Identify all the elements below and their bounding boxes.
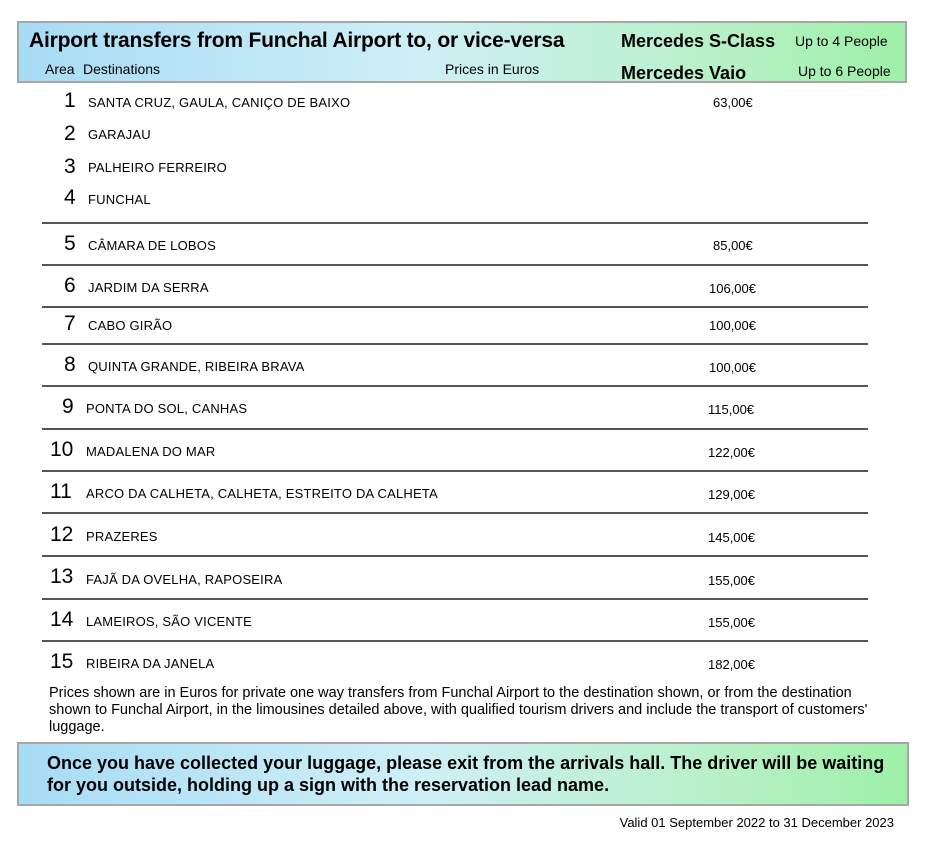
- column-header-prices: Prices in Euros: [445, 61, 540, 77]
- area-number: 3: [64, 155, 76, 178]
- vehicle-1-name: Mercedes S-Class: [621, 31, 776, 51]
- price-value: 129,00€: [708, 487, 755, 502]
- area-number: 1: [64, 89, 76, 112]
- destination-name: PALHEIRO FERREIRO: [88, 160, 227, 175]
- area-number: 15: [50, 650, 74, 673]
- area-number: 7: [64, 312, 76, 335]
- pickup-instructions-banner: [17, 742, 909, 806]
- price-value: 122,00€: [708, 445, 755, 460]
- price-value: 115,00€: [708, 402, 755, 417]
- row-divider: [42, 470, 868, 472]
- row-divider: [42, 555, 868, 557]
- area-number: 13: [50, 565, 74, 588]
- price-value: 63,00€: [713, 95, 753, 110]
- destination-name: FUNCHAL: [88, 192, 151, 207]
- price-value: 100,00€: [709, 360, 756, 375]
- area-number: 2: [64, 122, 76, 145]
- row-divider: [42, 264, 868, 266]
- area-number: 6: [64, 274, 76, 297]
- row-divider: [42, 306, 868, 308]
- vehicle-2-capacity: Up to 6 People: [798, 63, 891, 79]
- vehicle-1-capacity: Up to 4 People: [795, 33, 888, 49]
- area-number: 8: [64, 353, 76, 376]
- row-divider: [42, 428, 868, 430]
- price-value: 100,00€: [709, 318, 756, 333]
- validity-period: Valid 01 September 2022 to 31 December 2023: [619, 815, 894, 830]
- destination-name: FAJÃ DA OVELHA, RAPOSEIRA: [86, 572, 283, 587]
- row-divider: [42, 598, 868, 600]
- destination-name: QUINTA GRANDE, RIBEIRA BRAVA: [88, 359, 305, 374]
- price-value: 85,00€: [713, 238, 753, 253]
- row-divider: [42, 343, 868, 345]
- area-number: 5: [64, 232, 76, 255]
- area-number: 4: [64, 186, 76, 209]
- pickup-instructions-text: Once you have collected your luggage, please exit from the arrivals hall. The driver will be waiting for you outside, holding up a sign with the reservation lead name.: [47, 753, 885, 795]
- header-banner: [17, 21, 907, 83]
- vehicle-2-name: Mercedes Vaio: [621, 63, 747, 83]
- row-divider: [42, 385, 868, 387]
- destination-name: ARCO DA CALHETA, CALHETA, ESTREITO DA CALHETA: [86, 486, 438, 501]
- row-divider: [42, 512, 868, 514]
- column-header-destinations: Destinations: [83, 61, 161, 77]
- area-number: 12: [50, 523, 74, 546]
- area-number: 10: [50, 438, 74, 461]
- destination-name: GARAJAU: [88, 127, 151, 142]
- price-value: 182,00€: [708, 657, 755, 672]
- price-value: 155,00€: [708, 573, 755, 588]
- column-header-area: Area: [45, 61, 75, 77]
- destination-name: CÂMARA DE LOBOS: [88, 238, 216, 253]
- destination-name: JARDIM DA SERRA: [88, 280, 209, 295]
- price-value: 106,00€: [709, 281, 756, 296]
- area-number: 14: [50, 608, 74, 631]
- destination-name: SANTA CRUZ, GAULA, CANIÇO DE BAIXO: [88, 95, 351, 110]
- destination-name: LAMEIROS, SÃO VICENTE: [86, 614, 253, 629]
- area-number: 11: [50, 480, 72, 503]
- destination-name: PONTA DO SOL, CANHAS: [86, 401, 248, 416]
- destination-name: PRAZERES: [86, 529, 158, 544]
- page-title: Airport transfers from Funchal Airport to, or vice-versa: [29, 29, 565, 52]
- destination-name: RIBEIRA DA JANELA: [86, 656, 215, 671]
- destination-name: MADALENA DO MAR: [86, 444, 216, 459]
- pricing-note: Prices shown are in Euros for private one way transfers from Funchal Airport to the destination shown, or from the destination shown to Funchal Airport, in the limousines detailed above, with qualified tourism drivers and include the transport of customers' luggage.: [49, 685, 868, 735]
- area-number: 9: [62, 395, 74, 418]
- price-value: 155,00€: [708, 615, 755, 630]
- row-divider: [42, 222, 868, 224]
- destination-name: CABO GIRÃO: [88, 318, 173, 333]
- row-divider: [42, 640, 868, 642]
- price-value: 145,00€: [708, 530, 755, 545]
